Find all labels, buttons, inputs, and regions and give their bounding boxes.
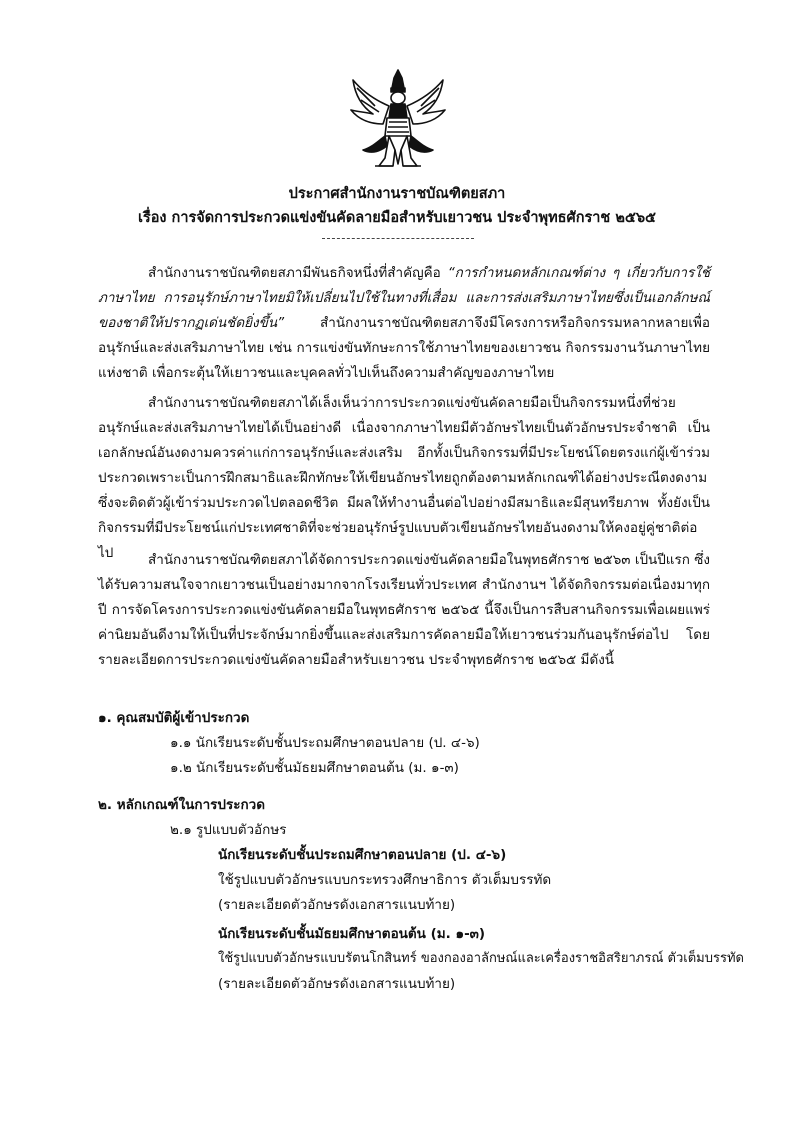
announcement-subject: เรื่อง การจัดการประกวดแข่งขันคัดลายมือสำหรับเยาวชน ประจำพุทธศักราช ๒๕๖๕ bbox=[137, 210, 657, 226]
paragraph-rationale: สำนักงานราชบัณฑิตยสภาได้เล็งเห็นว่าการประกวดแข่งขันคัดลายมือเป็นกิจกรรมหนึ่งที่ช่วยอนุรักษ์และส่งเสริมภาษาไทยได้เป็นอย่างดี เนื่องจากภาษาไทยมีตัวอักษรไทยเป็นตัวอักษรประจำชาติ เป็นเอกลักษณ์อันงดงามควรค่าแก่การอนุรักษ์และส่งเสริม อีกทั้งเป็นกิจกรรมที่มีประโยชน์โดยตรงแก่ผู้เข้าร่วมประกวดเพราะเป็นการฝึกสมาธิและฝึกทักษะให้เขียนอักษรไทยถูกต้องตามหลักเกณฑ์ได้อย่างประณีตงดงาม ซึ่งจะติดตัวผู้เข้าร่วมประกวดไปตลอดชีวิต มีผลให้ทำงานอื่นต่อไปอย่างมีสมาธิและมีสุนทรียภาพ ทั้งยังเป็นกิจกรรมที่มีประโยชน์แก่ประเทศชาติที่จะช่วยอนุรักษ์รูปแบบตัวเขียนอักษรไทยอันงดงามให้คงอยู่คู่ชาติต่อไป bbox=[98, 395, 710, 561]
paragraph-mission-rest: สำนักงานราชบัณฑิตยสภาจึงมีโครงการหรือกิจกรรมหลากหลายเพื่ออนุรักษ์และส่งเสริมภาษาไทย เช่น การแข่งขันทักษะการใช้ภาษาไทยของเยาวชน กิจกรรมงานวันภาษาไทยแห่งชาติ เพื่อกระตุ้นให้เยาวชนและบุคคลทั่วไปเห็นถึงความสำคัญของภาษาไทย bbox=[98, 315, 710, 381]
paragraph-mission-lead: สำนักงานราชบัณฑิตยสภามีพันธกิจหนึ่งที่สำคัญคือ bbox=[148, 265, 448, 281]
level-note-primary: (รายละเอียดตัวอักษรดังเอกสารแนบท้าย) bbox=[218, 897, 456, 913]
title-divider bbox=[322, 238, 474, 239]
paragraph-mission bbox=[98, 261, 710, 386]
section-1-item: ๑.๒ นักเรียนระดับชั้นมัธยมศึกษาตอนต้น (ม. ๑-๓) bbox=[170, 760, 459, 776]
paragraph-history: สำนักงานราชบัณฑิตยสภาได้จัดการประกวดแข่งขันคัดลายมือในพุทธศักราช ๒๕๖๓ เป็นปีแรก ซึ่งได้รับความสนใจจากเยาวชนเป็นอย่างมากจากโรงเรียนทั่วประเทศ สำนักงานฯ ได้จัดกิจกรรมต่อเนื่องมาทุกปี การจัดโครงการประกวดแข่งขันคัดลายมือในพุทธศักราช ๒๕๖๕ นี้จึงเป็นการสืบสานกิจกรรมเพื่อเผยแพร่ค่านิยมอันดีงามให้เป็นที่ประจักษ์มากยิ่งขึ้นและส่งเสริมการคัดลายมือให้เยาวชนร่วมกันอนุรักษ์ต่อไป โดยรายละเอียดการประกวดแข่งขันคัดลายมือสำหรับเยาวชน ประจำพุทธศักราช ๒๕๖๕ มีดังนี้ bbox=[98, 552, 710, 668]
level-rule-secondary: ใช้รูปแบบตัวอักษรแบบรัตนโกสินทร์ ของกองอาลักษณ์และเครื่องราชอิสริยาภรณ์ ตัวเต็มบรรทัด bbox=[218, 951, 744, 966]
announcement-title: ประกาศสำนักงานราชบัณฑิตยสภา bbox=[288, 186, 506, 202]
paragraph-mission-quote: “การกำหนดหลักเกณฑ์ต่าง ๆ เกี่ยวกับการใช้ภาษาไทย การอนุรักษ์ภาษาไทยมิให้เปลี่ยนไปใช้ในทางที่เสื่อม และการส่งเสริมภาษาไทยซึ่งเป็นเอกลักษณ์ของชาติให้ปรากฏเด่นชัดยิ่งขึ้น” bbox=[98, 265, 710, 331]
section-1-item: ๑.๑ นักเรียนระดับชั้นประถมศึกษาตอนปลาย (ป. ๔-๖) bbox=[170, 735, 480, 751]
level-title-primary: นักเรียนระดับชั้นประถมศึกษาตอนปลาย (ป. ๔-๖) bbox=[218, 847, 507, 863]
level-title-secondary: นักเรียนระดับชั้นมัธยมศึกษาตอนต้น (ม. ๑-๓) bbox=[218, 926, 486, 942]
level-note-secondary: (รายละเอียดตัวอักษรดังเอกสารแนบท้าย) bbox=[218, 976, 456, 992]
level-rule-primary: ใช้รูปแบบตัวอักษรแบบกระทรวงศึกษาธิการ ตัวเต็มบรรทัด bbox=[218, 872, 552, 888]
section-1-heading: ๑. คุณสมบัติผู้เข้าประกวด bbox=[98, 710, 250, 726]
section-2-heading: ๒. หลักเกณฑ์ในการประกวด bbox=[98, 797, 266, 813]
garuda-emblem-icon bbox=[345, 66, 451, 170]
section-2-subheading: ๒.๑ รูปแบบตัวอักษร bbox=[170, 822, 287, 838]
